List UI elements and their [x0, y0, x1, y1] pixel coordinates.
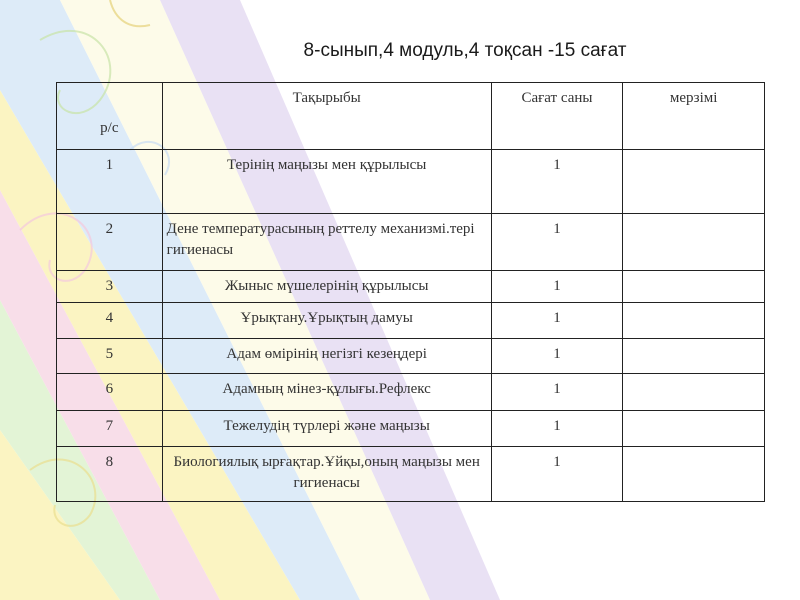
row-date: [623, 271, 765, 303]
row-hours: 1: [491, 339, 623, 374]
row-hours: 1: [491, 214, 623, 271]
row-date: [623, 374, 765, 411]
row-topic: Ұрықтану.Ұрықтың дамуы: [162, 303, 491, 339]
row-num: 6: [57, 374, 163, 411]
header-num: р/с: [57, 83, 163, 150]
row-num: 8: [57, 447, 163, 502]
row-hours: 1: [491, 447, 623, 502]
row-num: 4: [57, 303, 163, 339]
row-num: 5: [57, 339, 163, 374]
row-date: [623, 214, 765, 271]
row-hours: 1: [491, 374, 623, 411]
row-topic: Адам өмірінің негізгі кезеңдері: [162, 339, 491, 374]
row-hours: 1: [491, 150, 623, 214]
row-date: [623, 303, 765, 339]
row-topic: Дене температурасының реттелу механизмі.тері гигиенасы: [162, 214, 491, 271]
row-date: [623, 150, 765, 214]
header-hours: Сағат саны: [491, 83, 623, 150]
row-date: [623, 339, 765, 374]
row-topic: Биологиялық ырғақтар.Ұйқы,оның маңызы мен гигиенасы: [162, 447, 491, 502]
table-row: [57, 339, 765, 374]
row-num: 1: [57, 150, 163, 214]
row-hours: 1: [491, 411, 623, 447]
table-row: [57, 447, 765, 502]
row-num: 3: [57, 271, 163, 303]
row-date: [623, 411, 765, 447]
schedule-table: [56, 82, 765, 502]
header-date: мерзімі: [623, 83, 765, 150]
row-topic: Терінің маңызы мен құрылысы: [162, 150, 491, 214]
table-row: [57, 271, 765, 303]
table-row: [57, 303, 765, 339]
header-topic: Тақырыбы: [162, 83, 491, 150]
row-topic: Жыныс мүшелерінің құрылысы: [162, 271, 491, 303]
row-num: 2: [57, 214, 163, 271]
row-topic: Тежелудің түрлері және маңызы: [162, 411, 491, 447]
row-hours: 1: [491, 271, 623, 303]
row-topic: Адамның мінез-құлығы.Рефлекс: [162, 374, 491, 411]
row-date: [623, 447, 765, 502]
page-title: 8-сынып,4 модуль,4 тоқсан -15 сағат: [303, 40, 627, 61]
row-hours: 1: [491, 303, 623, 339]
table-row: [57, 374, 765, 411]
table-row: [57, 411, 765, 447]
table-row: [57, 214, 765, 271]
table-header-row: [57, 83, 765, 150]
table-row: [57, 150, 765, 214]
row-num: 7: [57, 411, 163, 447]
